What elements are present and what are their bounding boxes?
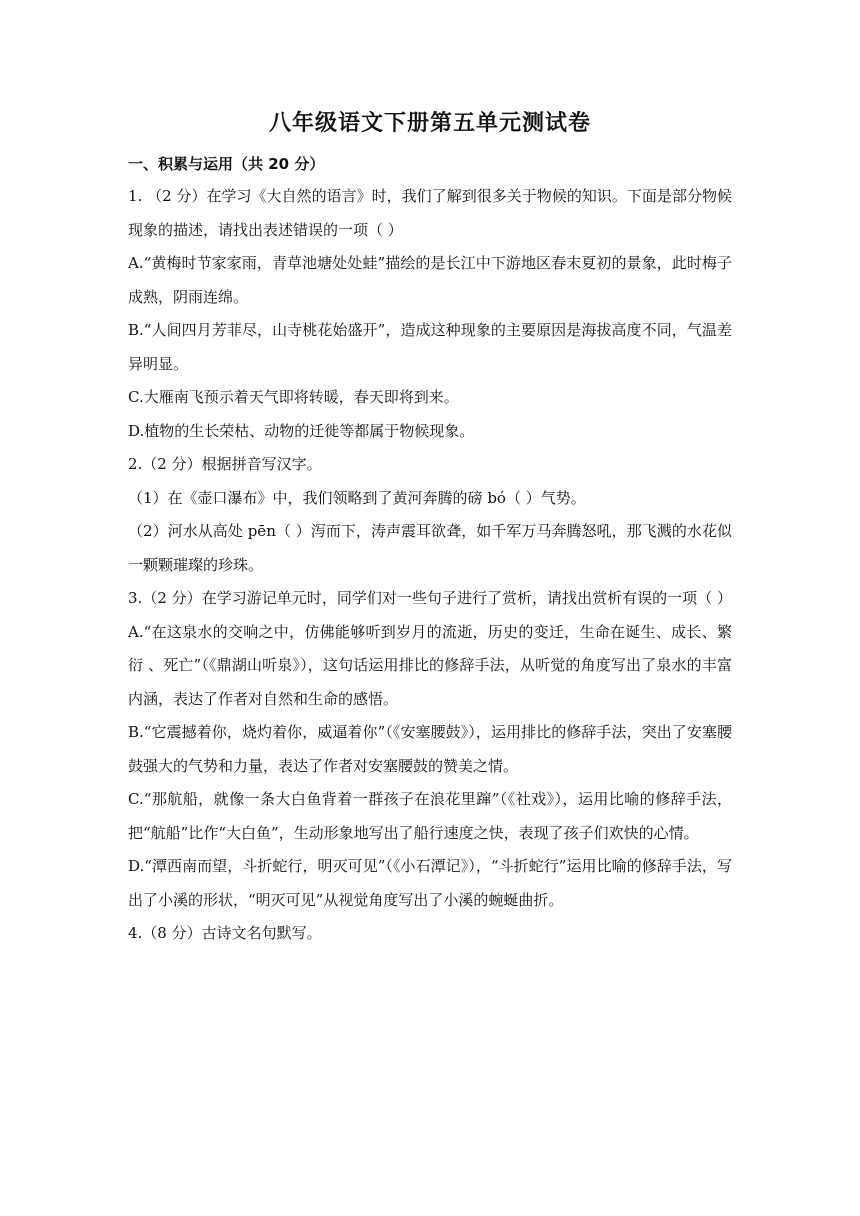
question-3-option-b: B.“它震撼着你，烧灼着你，威逼着你”（《安塞腰鼓》），运用排比的修辞手法，突出了安塞腰鼓强大的气势和力量，表达了作者对安塞腰鼓的赞美之情。: [128, 723, 732, 775]
question-2-item-1: （1）在《壶口瀑布》中，我们领略到了黄河奔腾的磅 bó（ ）气势。: [128, 488, 586, 507]
question-3-option-c: C.“那航船，就像一条大白鱼背着一群孩子在浪花里蹿”（《社戏》），运用比喻的修辞手法，把“航船”比作“大白鱼”，生动形象地写出了船行速度之快，表现了孩子们欢快的心情。: [128, 790, 732, 842]
page-title: 八年级语文下册第五单元测试卷: [268, 111, 591, 136]
question-1-option-d: D.植物的生长荣枯、动物的迁徙等都属于物候现象。: [128, 421, 475, 440]
question-2-stem: 2.（2 分）根据拼音写汉字。: [128, 455, 322, 473]
question-1: [128, 180, 732, 448]
section-heading: 一、积累与运用（共 20 分）: [128, 155, 325, 173]
question-2-item-2: （2）河水从高处 pēn（ ）泻而下，涛声震耳欲聋，如千军万马奔腾怒吼，那飞溅的水花似一颗颗璀璨的珍珠。: [128, 522, 732, 574]
question-3-option-d: D.“潭西南而望，斗折蛇行，明灭可见”（《小石潭记》），“斗折蛇行”运用比喻的修辞手法，写出了小溪的形状，“明灭可见”从视觉角度写出了小溪的蜿蜒曲折。: [128, 857, 732, 909]
question-1-option-a: A.“黄梅时节家家雨，青草池塘处处蛙”描绘的是长江中下游地区春末夏初的景象，此时梅子成熟，阴雨连绵。: [128, 254, 732, 306]
question-4-stem: 4.（8 分）古诗文名句默写。: [128, 924, 322, 942]
question-1-option-c: C.大雁南飞预示着天气即将转暖，春天即将到来。: [128, 388, 459, 406]
question-1-stem: 1. （2 分）在学习《大自然的语言》时，我们了解到很多关于物候的知识。下面是部分物候现象的描述，请找出表述错误的一项（ ）: [128, 187, 732, 239]
question-2: [128, 448, 732, 582]
question-3-stem: 3.（2 分）在学习游记单元时，同学们对一些句子进行了赏析，请找出赏析有误的一项（ ） A.“在这泉水的交响之中，仿佛能够听到岁月的流逝，历史的变迁，生命在诞生、成长、繁衍 、死亡”（《鼎湖山听泉》），这句话运用排比的修辞手法，从听觉的角度写出了泉水的丰富内涵，表达了作者对自然和生命的感悟。: [128, 589, 732, 708]
question-4: [128, 917, 732, 951]
question-1-option-b: B.“人间四月芳菲尽，山寺桃花始盛开”，造成这种现象的主要原因是海拔高度不同，气温差异明显。: [128, 321, 732, 373]
question-3: [128, 582, 732, 917]
